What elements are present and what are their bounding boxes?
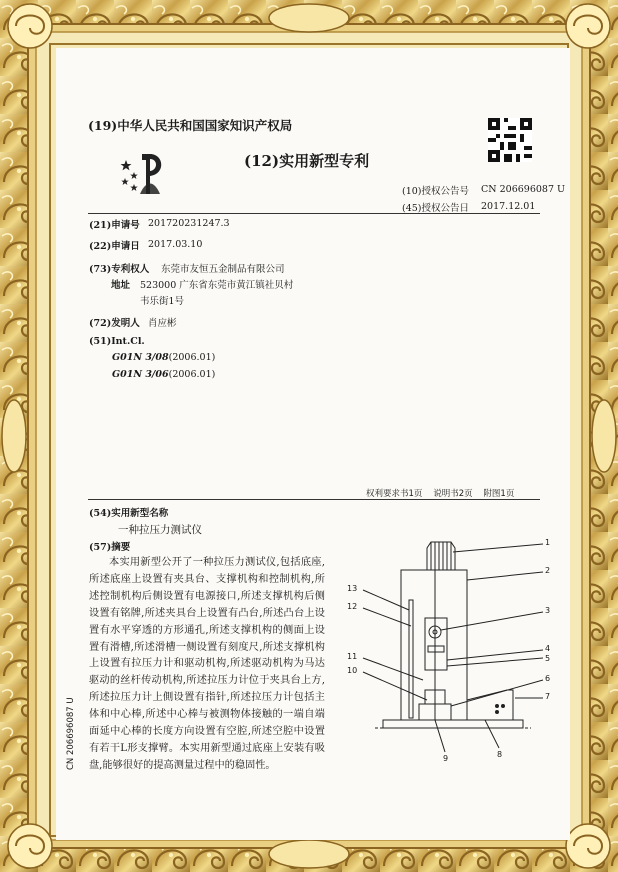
publication-number: CN 206696087 U [481,184,566,195]
address-line-1: 523000 广东省东莞市黄江镇社贝村 [140,280,294,291]
figure-label: 5 [545,654,551,663]
page-counts-divider [88,499,540,500]
figure-label: 4 [545,644,551,653]
vertical-publication-number: CN 206696087 U [66,697,76,770]
figure-label: 1 [545,538,551,547]
figure-label: 2 [545,566,551,575]
address-label: 地址 [111,280,131,291]
patentee-label: (73)专利权人 [89,264,150,275]
inventor: 肖应彬 [148,318,177,329]
abstract-figure [335,530,555,770]
ipc-entry: G01N 3/08(2006.01) [112,352,216,363]
int-cl-label: (51)Int.Cl. [89,336,145,347]
publication-date-label: (45)授权公告日 [402,203,470,214]
abstract-text: 本实用新型公开了一种拉压力测试仪,包括底座,所述底座上设置有夹具台、支撑机构和控制机构,所述控制机构后侧设置有电源接口,所述支撑机构后侧设置有铭牌,所述夹具台上设置有凸台,所述凸台上设置有水平穿透的方形通孔,所述支撑机构的侧面上设置有滑槽,所述滑槽一侧设置有刻度尺,所述支撑机构上设置有拉压力计和驱动机构,所述驱动机构为马达驱动的丝杆传动机构,所述拉压力计位于夹具台上方,所述拉压力计上側设置有指针,所述拉压力计包括主体和中心棒,所述中心棒与被测物体接触的一端自端面延中心棒的长度方向设置有空腔,所述空腔中设置有若干L形支撑臂。本实用新型通过底座上安装有吸盘,能够很好的提高测量过程中的稳固性。 [89,557,325,771]
abstract-label: (57)摘要 [89,542,131,553]
document-kind-title: (12)实用新型专利 [244,152,370,170]
figure-label: 12 [347,602,358,611]
figure-label: 8 [497,750,503,759]
figure-label: 6 [545,674,551,683]
publication-date: 2017.12.01 [481,201,536,212]
publication-number-label: (10)授权公告号 [402,186,470,197]
figure-label: 7 [545,692,551,701]
cnipa-logo [120,150,168,196]
utility-model-name-label: (54)实用新型名称 [89,508,169,519]
utility-model-title: 一种拉压力测试仪 [118,524,202,536]
figure-label: 11 [347,652,358,661]
application-number: 201720231247.3 [148,218,230,229]
address-line-2: 韦乐街1号 [140,296,185,307]
inventor-label: (72)发明人 [89,318,140,329]
figure-label: 13 [347,584,358,593]
page-counts: 权利要求书1页 说明书2页 附图1页 [366,489,515,499]
ipc-entry: G01N 3/06(2006.01) [112,369,216,380]
filing-date-label: (22)申请日 [89,241,140,252]
figure-label: 10 [347,666,358,675]
filing-date: 2017.03.10 [148,239,203,250]
header-divider [88,213,540,214]
qr-code [488,118,532,162]
figure-label: 9 [443,754,449,763]
figure-label: 3 [545,606,551,615]
application-number-label: (21)申请号 [89,220,140,231]
authority-heading: (19)中华人民共和国国家知识产权局 [88,118,293,133]
patentee: 东莞市友恒五金制品有限公司 [161,264,285,275]
